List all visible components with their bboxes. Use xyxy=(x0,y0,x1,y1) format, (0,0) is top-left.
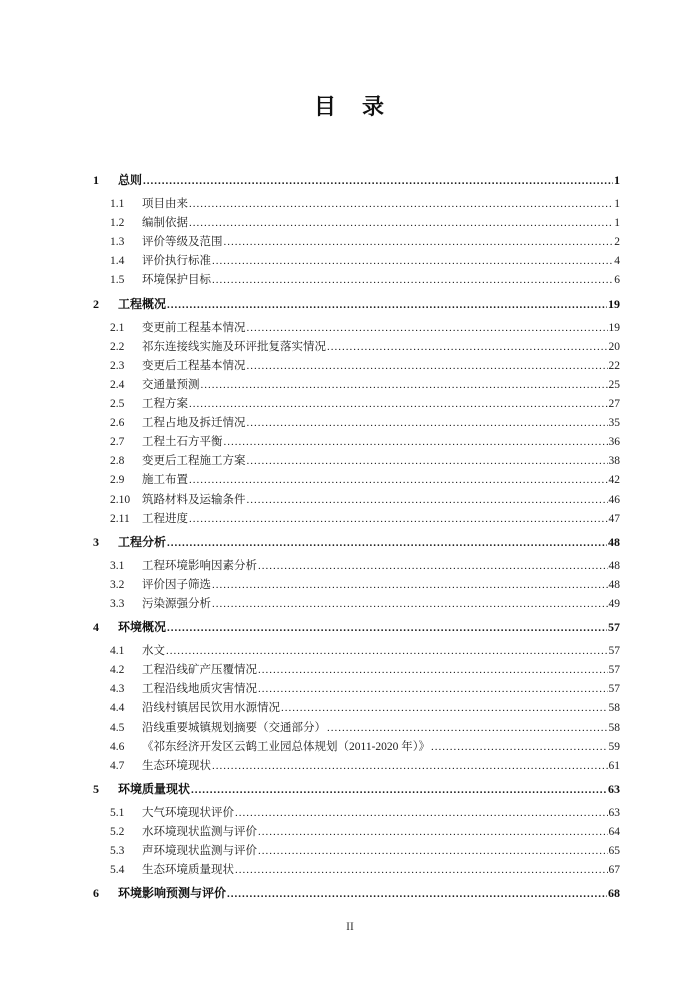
entry-page: 6 xyxy=(614,274,620,287)
dot-leader xyxy=(189,195,613,214)
dot-leader xyxy=(212,271,613,290)
entry-number: 4.2 xyxy=(110,664,125,677)
entry-number: 2.4 xyxy=(110,378,125,391)
dot-leader xyxy=(327,338,608,357)
page-title: 目 录 xyxy=(313,94,386,119)
entry-number: 1 xyxy=(93,173,99,187)
entry-title: 筑路材料及运输条件 xyxy=(142,493,246,506)
dot-leader xyxy=(431,738,607,757)
entry-number: 4.1 xyxy=(110,645,125,658)
entry-title: 环境质量现状 xyxy=(118,781,191,796)
entry-number: 1.4 xyxy=(110,255,125,268)
entry-title: 工程占地及拆迁情况 xyxy=(142,417,246,430)
toc-entry xyxy=(93,252,620,271)
entry-number: 1.1 xyxy=(110,198,125,211)
toc-entry xyxy=(93,576,620,595)
toc-entry xyxy=(93,699,620,718)
entry-page: 22 xyxy=(608,359,620,372)
entry-title: 工程概况 xyxy=(118,296,167,311)
dot-leader xyxy=(258,680,608,699)
entry-number: 4.5 xyxy=(110,721,125,734)
dot-leader xyxy=(247,452,608,471)
entry-title: 声环境现状监测与评价 xyxy=(142,845,257,858)
entry-page: 57 xyxy=(608,645,620,658)
entry-title: 项目由来 xyxy=(142,198,188,211)
entry-page: 63 xyxy=(608,806,620,819)
toc-entry xyxy=(93,376,620,395)
entry-number: 4.4 xyxy=(110,702,125,715)
entry-title: 环境概况 xyxy=(118,620,167,635)
entry-number: 2.9 xyxy=(110,474,125,487)
dot-leader xyxy=(235,861,608,880)
entry-title: 工程进度 xyxy=(142,512,188,525)
entry-number: 1.2 xyxy=(110,217,125,230)
entry-page: 19 xyxy=(608,321,620,334)
entry-title: 水文 xyxy=(142,645,165,658)
entry-page: 48 xyxy=(608,534,620,549)
toc-entry xyxy=(93,171,620,190)
entry-page: 57 xyxy=(608,664,620,677)
entry-title: 大气环境现状评价 xyxy=(142,806,234,819)
toc-entry xyxy=(93,395,620,414)
toc-entry xyxy=(93,884,620,903)
dot-leader xyxy=(224,433,608,452)
entry-page: 2 xyxy=(614,236,620,249)
entry-number: 5.3 xyxy=(110,845,125,858)
toc-entry xyxy=(93,861,620,880)
entry-page: 61 xyxy=(608,759,620,772)
entry-page: 64 xyxy=(608,826,620,838)
dot-leader xyxy=(227,885,607,904)
entry-title: 工程沿线矿产压覆情况 xyxy=(142,664,257,677)
entry-number: 5.1 xyxy=(110,806,125,819)
dot-leader xyxy=(327,719,608,738)
toc-entry xyxy=(93,680,620,699)
entry-number: 2.5 xyxy=(110,398,125,411)
entry-title: 工程土石方平衡 xyxy=(142,436,223,449)
toc-list xyxy=(93,171,620,903)
entry-page: 36 xyxy=(608,436,620,449)
entry-title: 编制依据 xyxy=(142,217,188,230)
entry-page: 27 xyxy=(608,398,620,411)
entry-page: 25 xyxy=(608,378,620,391)
dot-leader xyxy=(167,296,607,315)
toc-entry xyxy=(93,823,620,842)
toc-entry xyxy=(93,233,620,252)
entry-title: 《祁东经济开发区云鹤工业园总体规划（2011-2020 年）》 xyxy=(142,740,431,753)
entry-page: 67 xyxy=(608,864,620,877)
dot-leader xyxy=(166,642,608,661)
dot-leader xyxy=(212,595,608,614)
toc-entry xyxy=(93,338,620,357)
entry-number: 5 xyxy=(93,781,99,796)
entry-number: 3.3 xyxy=(110,597,125,610)
entry-title: 交通量预测 xyxy=(142,378,200,391)
entry-number: 4 xyxy=(93,620,99,635)
entry-number: 3.1 xyxy=(110,559,125,572)
dot-leader xyxy=(258,661,608,680)
entry-title: 水环境现状监测与评价 xyxy=(142,826,257,838)
toc-entry xyxy=(93,738,620,757)
entry-title: 评价因子筛选 xyxy=(142,578,211,591)
entry-page: 38 xyxy=(608,455,620,468)
dot-leader xyxy=(281,699,608,718)
entry-number: 2.1 xyxy=(110,321,125,334)
entry-title: 变更前工程基本情况 xyxy=(142,321,246,334)
entry-page: 35 xyxy=(608,417,620,430)
entry-title: 环境保护目标 xyxy=(142,274,211,287)
entry-title: 环境影响预测与评价 xyxy=(118,886,227,901)
entry-page: 1 xyxy=(614,217,620,230)
entry-number: 2.11 xyxy=(110,512,130,525)
entry-page: 57 xyxy=(608,620,620,635)
entry-number: 4.7 xyxy=(110,759,125,772)
entry-number: 2.2 xyxy=(110,340,125,353)
dot-leader xyxy=(189,471,608,490)
dot-leader xyxy=(235,804,608,823)
entry-number: 2.8 xyxy=(110,455,125,468)
dot-leader xyxy=(191,781,607,800)
entry-page: 1 xyxy=(614,198,620,211)
entry-number: 2.6 xyxy=(110,417,125,430)
dot-leader xyxy=(247,414,608,433)
entry-page: 57 xyxy=(608,683,620,696)
entry-number: 4.3 xyxy=(110,683,125,696)
toc-entry xyxy=(93,491,620,510)
entry-number: 2.3 xyxy=(110,359,125,372)
toc-entry xyxy=(93,757,620,776)
entry-page: 47 xyxy=(608,512,620,525)
dot-leader xyxy=(189,510,608,529)
entry-number: 3.2 xyxy=(110,578,125,591)
entry-title: 总则 xyxy=(118,173,143,187)
toc-entry xyxy=(93,452,620,471)
entry-page: 58 xyxy=(608,721,620,734)
dot-leader xyxy=(189,214,613,233)
entry-number: 2.10 xyxy=(110,493,131,506)
toc-entry xyxy=(93,295,620,314)
entry-number: 5.2 xyxy=(110,826,125,838)
entry-page: 68 xyxy=(608,886,620,901)
dot-leader xyxy=(258,557,608,576)
entry-number: 3 xyxy=(93,534,99,549)
entry-page: 1 xyxy=(614,173,620,187)
entry-page: 42 xyxy=(608,474,620,487)
entry-title: 评价等级及范围 xyxy=(142,236,223,249)
dot-leader xyxy=(247,491,608,510)
entry-page: 20 xyxy=(608,340,620,353)
dot-leader xyxy=(212,757,608,776)
toc-entry xyxy=(93,319,620,338)
toc-entry xyxy=(93,780,620,799)
entry-title: 祁东连接线实施及环评批复落实情况 xyxy=(142,340,326,353)
toc-entry xyxy=(93,471,620,490)
entry-title: 工程分析 xyxy=(118,534,167,549)
dot-leader xyxy=(189,395,608,414)
toc-entry xyxy=(93,357,620,376)
entry-page: 48 xyxy=(608,578,620,591)
dot-leader xyxy=(167,619,607,638)
entry-title: 施工布置 xyxy=(142,474,188,487)
entry-page: 49 xyxy=(608,597,620,610)
toc-entry xyxy=(93,433,620,452)
entry-number: 5.4 xyxy=(110,864,125,877)
entry-title: 污染源强分析 xyxy=(142,597,211,610)
entry-page: 65 xyxy=(608,845,620,858)
entry-title: 沿线重要城镇规划摘要（交通部分） xyxy=(142,721,326,734)
toc-entry xyxy=(93,214,620,233)
entry-page: 59 xyxy=(608,740,620,753)
toc-entry xyxy=(93,842,620,861)
toc-entry xyxy=(93,533,620,552)
toc-entry xyxy=(93,642,620,661)
entry-page: 4 xyxy=(614,255,620,268)
entry-page: 63 xyxy=(608,781,620,796)
toc-entry xyxy=(93,804,620,823)
dot-leader xyxy=(212,252,613,271)
entry-number: 1.5 xyxy=(110,274,125,287)
toc-entry xyxy=(93,661,620,680)
entry-page: 58 xyxy=(608,702,620,715)
dot-leader xyxy=(247,357,608,376)
dot-leader xyxy=(143,172,613,191)
entry-number: 6 xyxy=(93,886,99,901)
toc-entry xyxy=(93,595,620,614)
entry-title: 工程方案 xyxy=(142,398,188,411)
toc-entry xyxy=(93,510,620,529)
entry-page: 48 xyxy=(608,559,620,572)
entry-number: 2 xyxy=(93,296,99,311)
dot-leader xyxy=(258,823,608,842)
footer-page-number: II xyxy=(346,921,354,933)
entry-title: 生态环境现状 xyxy=(142,759,211,772)
entry-number: 4.6 xyxy=(110,740,125,753)
entry-title: 工程沿线地质灾害情况 xyxy=(142,683,257,696)
entry-title: 变更后工程基本情况 xyxy=(142,359,246,372)
toc-entry xyxy=(93,414,620,433)
entry-number: 1.3 xyxy=(110,236,125,249)
toc-entry xyxy=(93,195,620,214)
toc-entry xyxy=(93,618,620,637)
dot-leader xyxy=(201,376,608,395)
entry-page: 46 xyxy=(608,493,620,506)
entry-title: 沿线村镇居民饮用水源情况 xyxy=(142,702,280,715)
dot-leader xyxy=(167,534,607,553)
entry-title: 评价执行标准 xyxy=(142,255,211,268)
toc-entry xyxy=(93,271,620,290)
entry-title: 变更后工程施工方案 xyxy=(142,455,246,468)
dot-leader xyxy=(247,319,608,338)
toc-entry xyxy=(93,557,620,576)
dot-leader xyxy=(258,842,608,861)
toc-entry xyxy=(93,719,620,738)
dot-leader xyxy=(212,576,608,595)
entry-title: 工程环境影响因素分析 xyxy=(142,559,257,572)
dot-leader xyxy=(224,233,614,252)
entry-number: 2.7 xyxy=(110,436,125,449)
entry-title: 生态环境质量现状 xyxy=(142,864,234,877)
entry-page: 19 xyxy=(608,296,620,311)
